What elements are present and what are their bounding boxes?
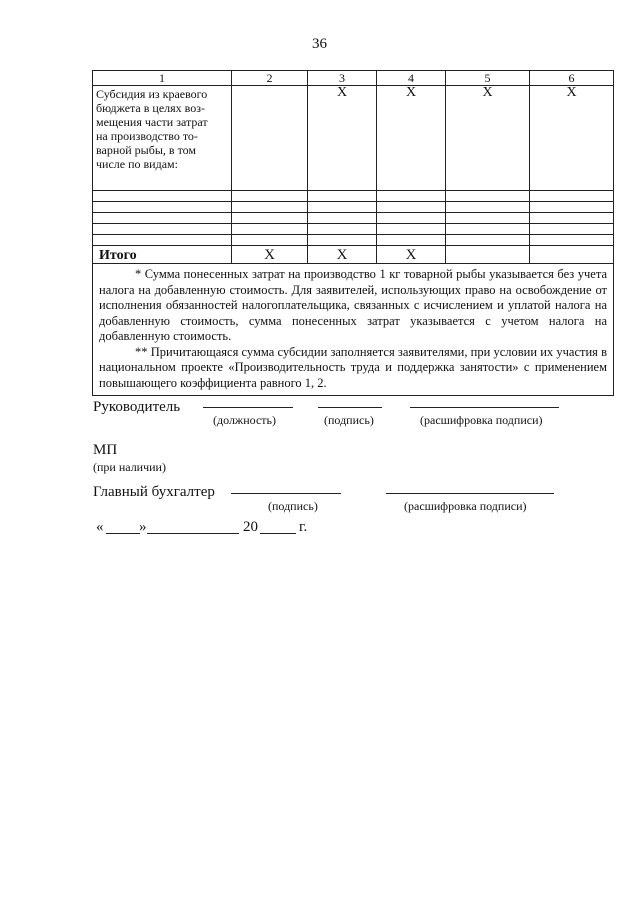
head-label: Руководитель — [93, 399, 181, 415]
date-open-quote: « — [96, 519, 104, 535]
stamp-note: (при наличии) — [93, 460, 166, 474]
table-cell-x-mark: X — [446, 86, 530, 191]
column-header: 5 — [446, 71, 530, 86]
footnote-vat: * Сумма понесенных затрат на производство 1 кг товарной рыбы указывается без учета налога на добавленную стоимость. Для заявителей, использующих право на освобождение от исполнения обязанностей налогоплательщика, связанных с исчислением и уплатой налога на добавленную стоимость, сумма понесенных затрат указывается с учетом налога на добавленную стоимость. — [99, 267, 607, 343]
position-caption: (должность) — [213, 413, 276, 427]
subsidy-label-line: варной рыбы, в том — [96, 143, 197, 157]
column-header: 4 — [377, 71, 446, 86]
table-cell-x-mark: X — [377, 86, 446, 191]
date-month-line — [147, 533, 239, 534]
blank-row — [93, 235, 614, 246]
subsidy-label-line: мещения части затрат — [96, 115, 208, 129]
page-number: 36 — [312, 36, 327, 52]
table-cell-x-mark: X — [308, 246, 377, 264]
column-header: 3 — [308, 71, 377, 86]
accountant-label: Главный бухгалтер — [93, 484, 215, 500]
table-cell — [446, 246, 530, 264]
blank-row — [93, 191, 614, 202]
column-header: 6 — [530, 71, 614, 86]
date-day-line — [106, 533, 140, 534]
notes-row — [93, 264, 614, 396]
head-signature-line — [318, 407, 382, 408]
notes-cell — [93, 264, 614, 396]
accountant-signature-caption: (подпись) — [268, 499, 318, 513]
table-cell-x-mark: X — [530, 86, 614, 191]
decoding-caption: (расшифровка подписи) — [420, 413, 543, 427]
subsidy-table — [92, 70, 614, 396]
subsidy-label-line: числе по видам: — [96, 157, 178, 171]
subsidy-label-line: на производство то- — [96, 129, 198, 143]
accountant-decoding-caption: (расшифровка подписи) — [404, 499, 527, 513]
date-year-line — [260, 533, 296, 534]
table-cell-x-mark: X — [377, 246, 446, 264]
total-label: Итого — [93, 246, 232, 264]
blank-row — [93, 213, 614, 224]
footnote-subsidy: ** Причитающаяся сумма субсидии заполняется заявителями, при условии их участия в национальном проекте «Производительность труда и поддержка занятости» с применением повышающего коэффициента равного 1, 2. — [99, 344, 607, 390]
accountant-signature-line — [231, 493, 341, 494]
table-cell-x-mark: X — [232, 246, 308, 264]
date-close-quote: » — [139, 519, 147, 535]
blank-row — [93, 202, 614, 213]
subsidy-label-line: бюджета в целях воз- — [96, 101, 205, 115]
date-year-suffix: г. — [299, 519, 308, 535]
table-cell — [232, 86, 308, 191]
accountant-decoding-line — [386, 493, 554, 494]
subsidy-row — [93, 86, 614, 191]
column-header: 2 — [232, 71, 308, 86]
stamp-label: МП — [93, 442, 118, 458]
signature-caption: (подпись) — [324, 413, 374, 427]
total-row — [93, 246, 614, 264]
position-line — [203, 407, 293, 408]
column-header: 1 — [93, 71, 232, 86]
blank-row — [93, 224, 614, 235]
subsidy-label-line: Субсидия из краевого — [96, 87, 208, 101]
head-decoding-line — [410, 407, 559, 408]
date-year-prefix: 20 — [243, 519, 258, 535]
table-header-row — [93, 71, 614, 86]
subsidy-label — [93, 86, 232, 191]
table-cell-x-mark: X — [308, 86, 377, 191]
table-cell — [530, 246, 614, 264]
